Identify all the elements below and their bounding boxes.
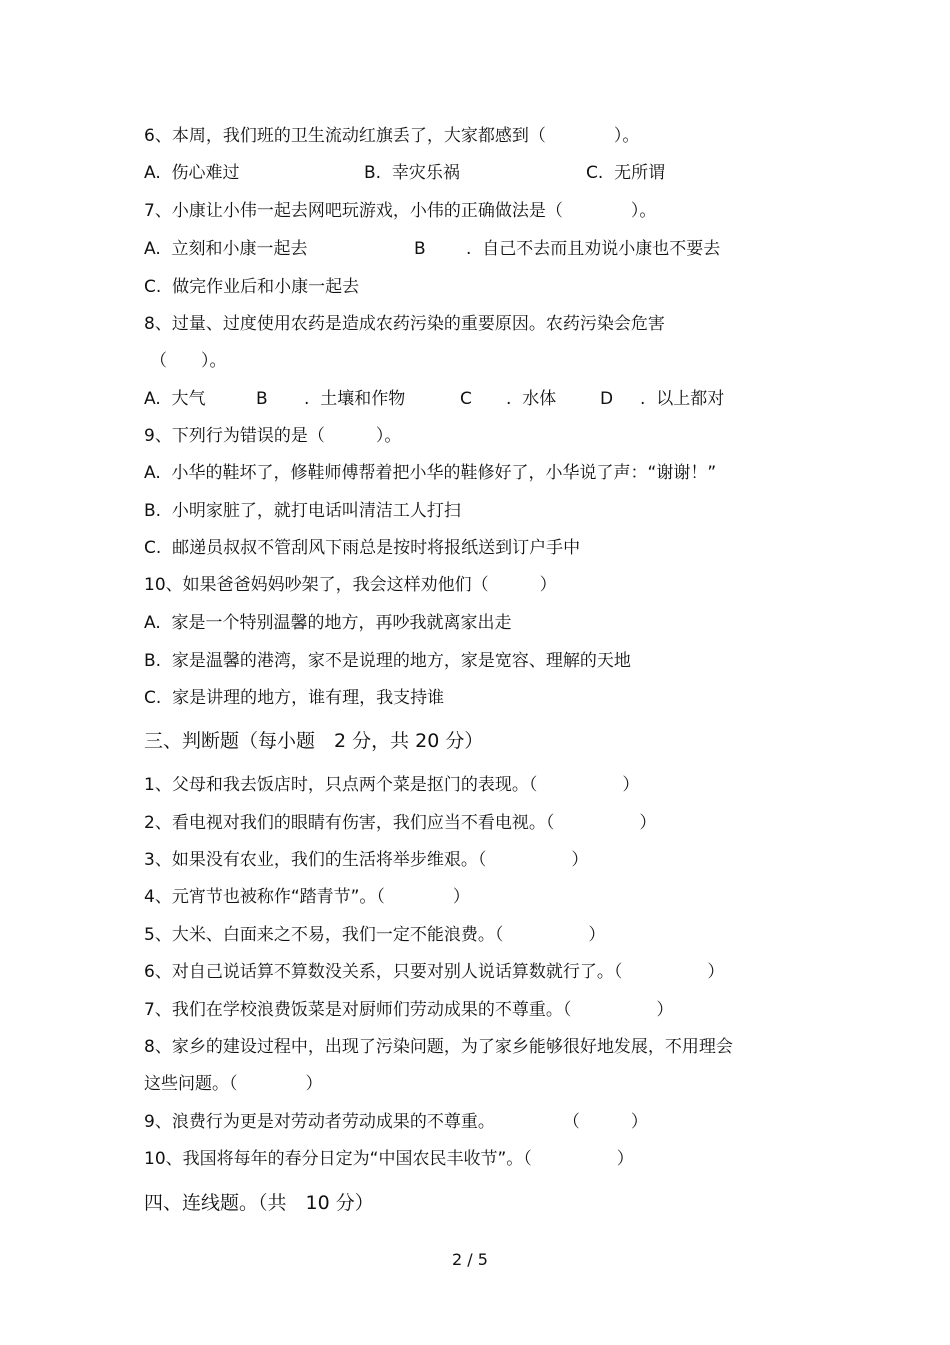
- judge-item-1: 1、父母和我去饭店时，只点两个菜是抠门的表现。（ ）: [144, 775, 640, 795]
- judge-item-10: 10、我国将每年的春分日定为“中国农民丰收节”。（ ）: [144, 1149, 634, 1169]
- judge-item-7: 7、我们在学校浪费饭菜是对厨师们劳动成果的不尊重。（ ）: [144, 1000, 674, 1020]
- judge-item-2: 2、看电视对我们的眼睛有伤害，我们应当不看电视。（ ）: [144, 813, 657, 833]
- q8-options: [144, 388, 844, 410]
- q7-option-b-text[interactable]: . 自己不去而且劝说小康也不要去: [466, 239, 721, 259]
- page-number: 2 / 5: [452, 1250, 488, 1269]
- q8-option-c-letter[interactable]: C: [460, 389, 472, 409]
- judge-item-6: 6、对自己说话算不算数没关系，只要对别人说话算数就行了。（ ）: [144, 962, 725, 982]
- q8-option-c-text[interactable]: . 水体: [506, 389, 557, 409]
- judge-item-8: 8、家乡的建设过程中，出现了污染问题，为了家乡能够很好地发展，不用理会: [144, 1037, 733, 1057]
- q6-option-a[interactable]: A. 伤心难过: [144, 163, 240, 183]
- q7-options: [144, 238, 844, 260]
- q8-text: 8、过量、过度使用农药是造成农药污染的重要原因。农药污染会危害: [144, 314, 665, 334]
- q8-option-d-letter[interactable]: D: [600, 389, 614, 409]
- judge-item-9: 9、浪费行为更是对劳动者劳动成果的不尊重。 （ ）: [144, 1112, 648, 1132]
- q8-option-d-text[interactable]: . 以上都对: [640, 389, 725, 409]
- q6-text: 6、本周，我们班的卫生流动红旗丢了，大家都感到（ ）。: [144, 126, 640, 146]
- q10-option-c[interactable]: C. 家是讲理的地方，谁有理，我支持谁: [144, 688, 445, 708]
- judge-item-8-cont: 这些问题。（ ）: [144, 1074, 323, 1094]
- q8-option-b-letter[interactable]: B: [256, 389, 268, 409]
- q8-blank: （ ）。: [150, 351, 227, 371]
- q7-option-c[interactable]: C. 做完作业后和小康一起去: [144, 277, 360, 297]
- q8-option-b-text[interactable]: . 土壤和作物: [304, 389, 406, 409]
- q10-text: 10、如果爸爸妈妈吵架了，我会这样劝他们（ ）: [144, 575, 557, 595]
- q10-option-a[interactable]: A. 家是一个特别温馨的地方，再吵我就离家出走: [144, 613, 512, 633]
- q9-option-a[interactable]: A. 小华的鞋坏了，修鞋师傅帮着把小华的鞋修好了，小华说了声：“谢谢！”: [144, 463, 717, 483]
- section-3-title: 三、判断题（每小题 2 分，共 20 分）: [144, 730, 484, 752]
- judge-item-5: 5、大米、白面来之不易，我们一定不能浪费。（ ）: [144, 925, 606, 945]
- q7-option-b-letter[interactable]: B: [414, 239, 426, 259]
- section-4-title: 四、连线题。（共 10 分）: [144, 1192, 374, 1214]
- q10-option-b[interactable]: B. 家是温馨的港湾，家不是说理的地方，家是宽容、理解的天地: [144, 651, 631, 671]
- q7-text: 7、小康让小伟一起去网吧玩游戏，小伟的正确做法是（ ）。: [144, 201, 657, 221]
- q9-text: 9、下列行为错误的是（ ）。: [144, 426, 402, 446]
- q6-option-c[interactable]: C. 无所谓: [586, 163, 666, 183]
- q7-option-a[interactable]: A. 立刻和小康一起去: [144, 239, 308, 259]
- q8-option-a[interactable]: A. 大气: [144, 389, 206, 409]
- judge-item-4: 4、元宵节也被称作“踏青节”。（ ）: [144, 887, 470, 907]
- q6-option-b[interactable]: B. 幸灾乐祸: [364, 163, 460, 183]
- q6-options: [144, 162, 844, 184]
- q9-option-c[interactable]: C. 邮递员叔叔不管刮风下雨总是按时将报纸送到订户手中: [144, 538, 581, 558]
- q9-option-b[interactable]: B. 小明家脏了，就打电话叫清洁工人打扫: [144, 501, 461, 521]
- judge-item-3: 3、如果没有农业，我们的生活将举步维艰。（ ）: [144, 850, 589, 870]
